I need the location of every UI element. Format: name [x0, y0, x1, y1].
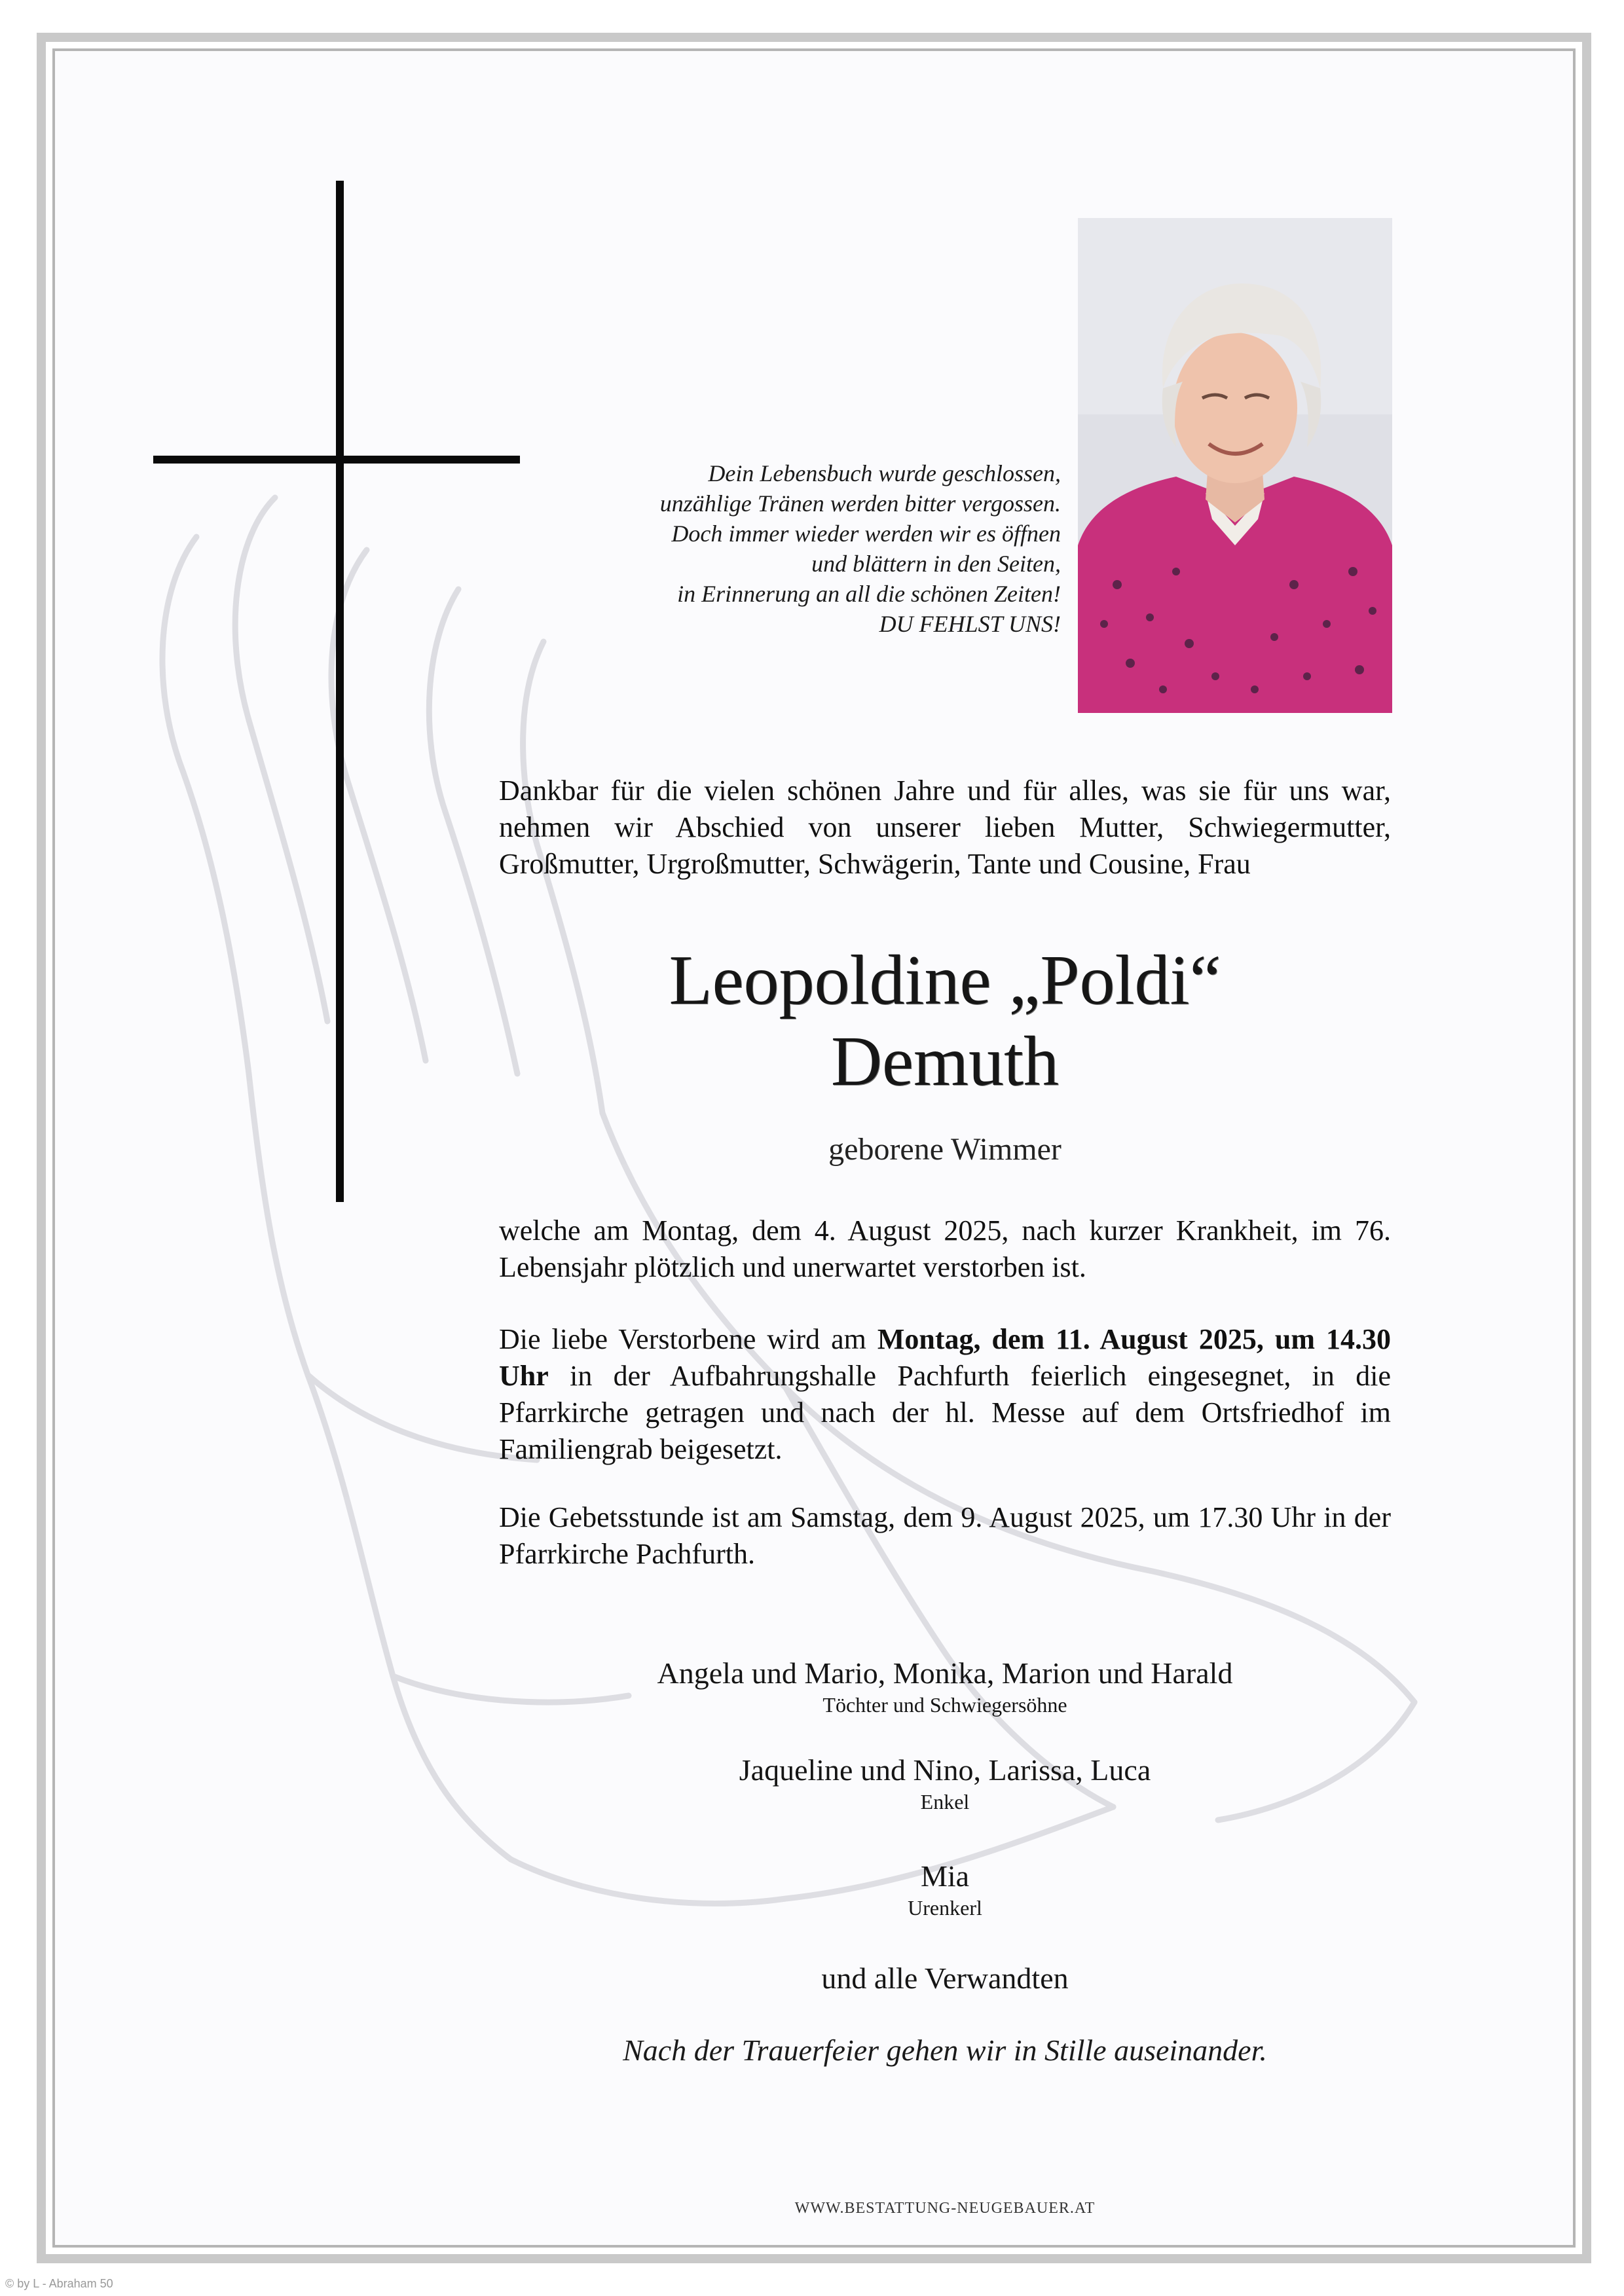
poem-line: Dein Lebensbuch wurde geschlossen, — [708, 460, 1061, 486]
closing-line: Nach der Trauerfeier gehen wir in Stille auseinander. — [623, 2033, 1267, 2067]
cross-vertical-bar — [336, 181, 344, 1202]
deceased-last-name: Demuth — [831, 1023, 1059, 1101]
mourner-relation: Töchter und Schwiegersöhne — [822, 1693, 1067, 1717]
mourner-relation: Urenkerl — [908, 1896, 982, 1920]
cross-horizontal-bar — [153, 456, 520, 464]
portrait-illustration — [1078, 218, 1392, 713]
poem-line: Doch immer wieder werden wir es öffnen — [671, 520, 1061, 547]
poem-line: unzählige Tränen werden bitter vergossen. — [659, 490, 1061, 517]
maiden-name: geborene Wimmer — [828, 1132, 1061, 1167]
mourner-names: Jaqueline und Nino, Larissa, Luca — [739, 1753, 1151, 1787]
poem-line: und blättern in den Seiten, — [811, 551, 1061, 577]
funeral-details — [499, 1321, 1391, 1468]
mourner-names: Angela und Mario, Monika, Marion und Harald — [657, 1656, 1233, 1690]
relatives — [499, 1960, 1391, 1997]
relatives-text: und alle Verwandten — [821, 1961, 1069, 1995]
poem-line: in Erinnerung an all die schönen Zeiten! — [677, 581, 1061, 607]
mourner-group — [499, 1655, 1391, 1718]
mourner-names: Mia — [920, 1859, 970, 1893]
funeral-post: in der Aufbahrungshalle Pachfurth feierlich eingesegnet, in die Pfarrkirche getragen und nach der hl. Messe auf dem Ortsfriedhof im Familiengrab beigesetzt. — [499, 1360, 1391, 1465]
portrait-photo — [1078, 218, 1392, 713]
intro-text: Dankbar für die vielen schönen Jahre und für alles, was sie für uns war, nehmen wir Abschied von unserer lieben Mutter, Schwiegermutter, Großmutter, Urgroßmutter, Schwägerin, Tante und Cousine, Frau — [499, 774, 1391, 880]
funeral-date: Montag, dem 11. August 2025, um 14.30 Uhr — [499, 1323, 1391, 1392]
mourner-relation: Enkel — [920, 1790, 970, 1813]
poem — [524, 458, 1061, 639]
deceased-first-name: Leopoldine „Poldi“ — [669, 941, 1221, 1019]
funeral-pre: Die liebe Verstorbene wird am — [499, 1323, 877, 1355]
mourner-group — [499, 1752, 1391, 1815]
prayer-hour: Die Gebetsstunde ist am Samstag, dem 9. August 2025, um 17.30 Uhr in der Pfarrkirche Pachfurth. — [499, 1501, 1391, 1570]
deceased-name — [499, 940, 1391, 1102]
website-link[interactable]: WWW.BESTATTUNG-NEUGEBAUER.AT — [794, 2200, 1096, 2217]
poem-line: DU FEHLST UNS! — [879, 611, 1061, 637]
mourner-group — [499, 1858, 1391, 1921]
death-notice: welche am Montag, dem 4. August 2025, nach kurzer Krankheit, im 76. Lebensjahr plötzlich und unerwartet verstorben ist. — [499, 1214, 1391, 1283]
corner-credit: © by L - Abraham 50 — [5, 2277, 113, 2290]
